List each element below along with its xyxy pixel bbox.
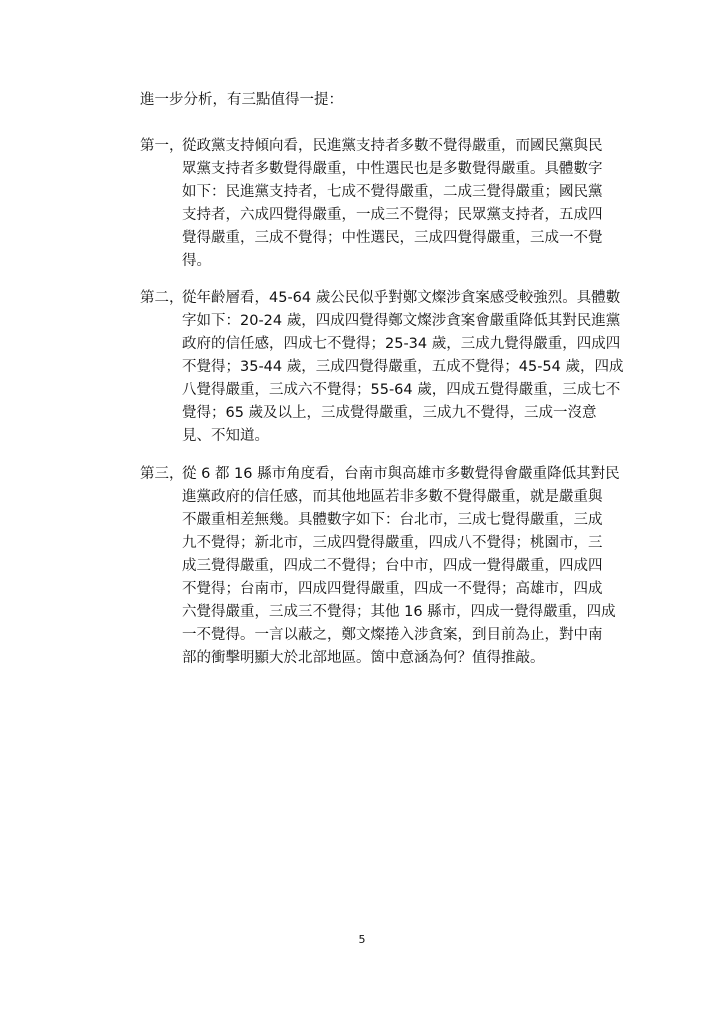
point-label: 第三， [140,466,184,482]
text-line: 從 6 都 16 縣市角度看，台南市與高雄市多數覺得會嚴重降低其對民 [182,466,620,482]
text-line: 從年齡層看，45-64 歲公民似乎對鄭文燦涉貪案感受較強烈。具體數 [182,290,621,306]
point-label: 第二， [140,290,184,306]
text-line: 從政黨支持傾向看，民進黨支持者多數不覺得嚴重，而國民黨與民 [182,138,603,154]
text-line: 九不覺得；新北市，三成四覺得嚴重，四成八不覺得；桃園市，三 [182,535,603,551]
text-line: 政府的信任感，四成七不覺得；25-34 歲，三成九覺得嚴重，四成四 [182,336,621,352]
text-line: 字如下：20-24 歲，四成四覺得鄭文燦涉貪案會嚴重降低其對民進黨 [182,313,621,329]
text-line: 一不覺得。一言以蔽之，鄭文燦捲入涉貪案，到目前為止，對中南 [182,627,603,643]
text-line: 覺得；65 歲及以上，三成覺得嚴重，三成九不覺得，三成一沒意 [182,405,597,421]
text-line: 覺得嚴重，三成不覺得；中性選民，三成四覺得嚴重，三成一不覺 [182,230,603,246]
text-line: 得。 [182,253,211,269]
point-body [182,463,622,670]
text-line: 進黨政府的信任感，而其他地區若非多數不覺得嚴重，就是嚴重與 [182,489,603,505]
text-line: 不覺得；台南市，四成四覺得嚴重，四成一不覺得；高雄市，四成 [182,581,603,597]
text-line: 部的衝擊明顯大於北部地區。箇中意涵為何？值得推敲。 [182,650,545,666]
text-line: 支持者，六成四覺得嚴重，一成三不覺得；民眾黨支持者，五成四 [182,207,603,223]
text-line: 成三覺得嚴重，四成二不覺得；台中市，四成一覺得嚴重，四成四 [182,558,603,574]
point-body [182,135,622,273]
text-line: 眾黨支持者多數覺得嚴重，中性選民也是多數覺得嚴重。具體數字 [182,161,603,177]
text-line: 如下：民進黨支持者，七成不覺得嚴重，二成三覺得嚴重；國民黨 [182,184,603,200]
text-line: 不嚴重相差無幾。具體數字如下：台北市，三成七覺得嚴重，三成 [182,512,603,528]
text-line: 不覺得；35-44 歲，三成四覺得嚴重，五成不覺得；45-54 歲，四成 [182,359,624,375]
intro-paragraph: 進一步分析，有三點值得一提： [140,92,343,108]
text-line: 六覺得嚴重，三成三不覺得；其他 16 縣市，四成一覺得嚴重，四成 [182,604,616,620]
text-line: 見、不知道。 [182,428,269,444]
text-line: 八覺得嚴重，三成六不覺得；55-64 歲，四成五覺得嚴重，三成七不 [182,382,621,398]
point-body [182,287,622,448]
point-label: 第一， [140,138,184,154]
page-number: 5 [358,933,366,946]
